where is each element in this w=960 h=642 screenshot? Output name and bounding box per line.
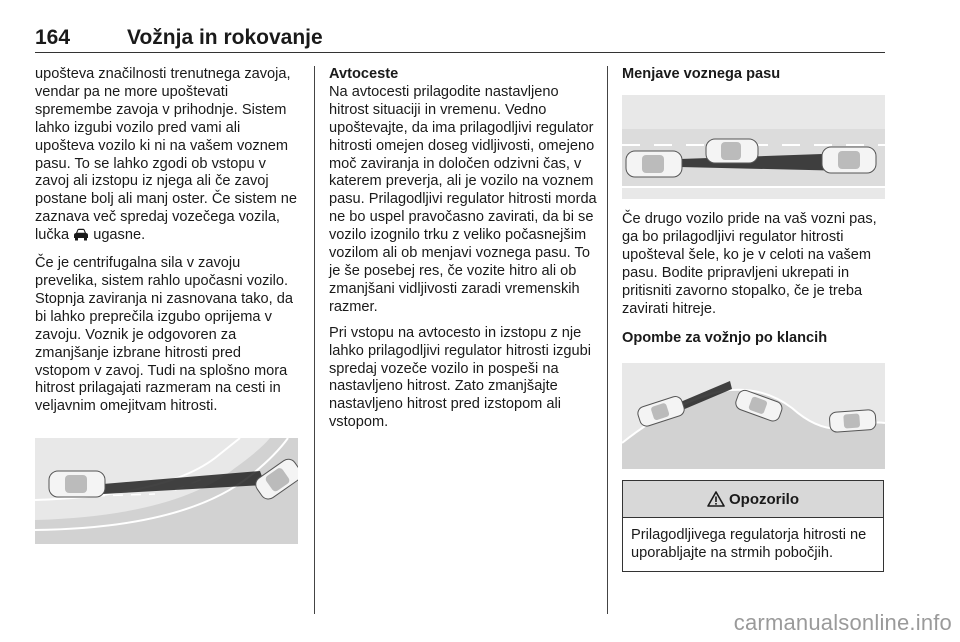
- car-icon: [626, 151, 682, 177]
- section-heading: Avtoceste: [329, 66, 399, 82]
- paragraph: Če je centrifugalna sila v zavoju prevelika, sistem rahlo upočasni vozilo. Stopnja zaviranja ni zasnovana tako, da bi lahko preprečila izgubo oprijema v zavoju. Voznik je odgovoren za zmanjšanje izbrane hitrosti pred vstopom v zavoj. Tudi na splošno mora hitrost prilagajati razmeram na cesti in veljavnim omejitvam hitrosti.: [35, 255, 293, 415]
- car-icon: [829, 409, 876, 432]
- warning-triangle-icon: [707, 491, 725, 507]
- section-heading: Menjave voznega pasu: [622, 66, 781, 82]
- curve-road-illustration: [35, 438, 298, 544]
- warning-box: [622, 480, 884, 572]
- footer-watermark: carmanualsonline.info: [733, 610, 952, 635]
- paragraph-text: upošteva značilnosti trenutnega zavoja, vendar pa ne more upoštevati spremembe zavoja v prihodnje. Sistem lahko izgubi vozilo pred vami ali upošteva vozilo ki ni na vašem voznem pasu. To se lahko zgodi ob vstopu v zavoj ali izstopu iz njega ali če zavoj postane bolj ali manj oster. Če sistem ne zaznava več spredaj vozečega vozila, lučka: [35, 66, 298, 244]
- paragraph: Na avtocesti prilagodite nastavljeno hitrost situaciji in vremenu. Vedno upoštevajte, da ima prilagodljivi regulator hitrosti omejen doseg vidljivosti, omejeno moč zaviranja in določen odzivni čas, v katerem preverja, ali je vozilo na voznem pasu. Prilagodljivi regulator hitrosti morda ne bo uspel pravočasno zavirati, da bi se vozilo izognilo trku z veliko počasnejšim vozilom ali ob menjavi voznega pasu. To je še posebej res, če vozite hitro ali ob zmanjšani vidljivosti zaradi vremenskih razmer.: [329, 83, 597, 315]
- column-1: [35, 66, 300, 424]
- car-icon: [49, 471, 105, 497]
- paragraph-text: ugasne.: [93, 227, 146, 244]
- paragraph: Če drugo vozilo pride na vaš vozni pas, ga bo prilagodljivi regulator hitrosti upošteval šele, ko je v celoti na vašem pasu. Bodite pripravljeni ukrepati in pritisniti zavorno stopalko, če je treba zavirati hitreje.: [622, 211, 877, 317]
- warning-title: Opozorilo: [729, 490, 799, 508]
- chapter-title: Vožnja in rokovanje: [127, 26, 323, 49]
- column-3: [622, 66, 888, 84]
- section-heading: Opombe za vožnjo po klancih: [622, 330, 828, 347]
- column-3-lower: [622, 211, 888, 348]
- warning-header: [623, 481, 883, 518]
- paragraph: [35, 66, 300, 247]
- column-divider: [607, 66, 608, 614]
- car-icon: [822, 147, 876, 173]
- column-divider: [314, 66, 315, 614]
- car-icon: [706, 139, 758, 163]
- lane-change-illustration: [622, 95, 885, 199]
- page-number: 164: [35, 26, 71, 49]
- page-header: [35, 26, 885, 53]
- paragraph: Pri vstopu na avtocesto in izstopu z nje lahko prilagodljivi regulator hitrosti izgubi spredaj vozeče vozilo in pospeši na nastavljeno hitrost. Zato zmanjšajte nastavljeno hitrost pred izstopom ali vstopom.: [329, 324, 592, 431]
- warning-text: Prilagodljivega regulatorja hitrosti ne uporabljajte na strmih pobočjih.: [631, 527, 867, 561]
- column-2: [329, 66, 597, 440]
- hill-driving-illustration: [622, 363, 885, 469]
- car-indicator-icon: [73, 228, 89, 247]
